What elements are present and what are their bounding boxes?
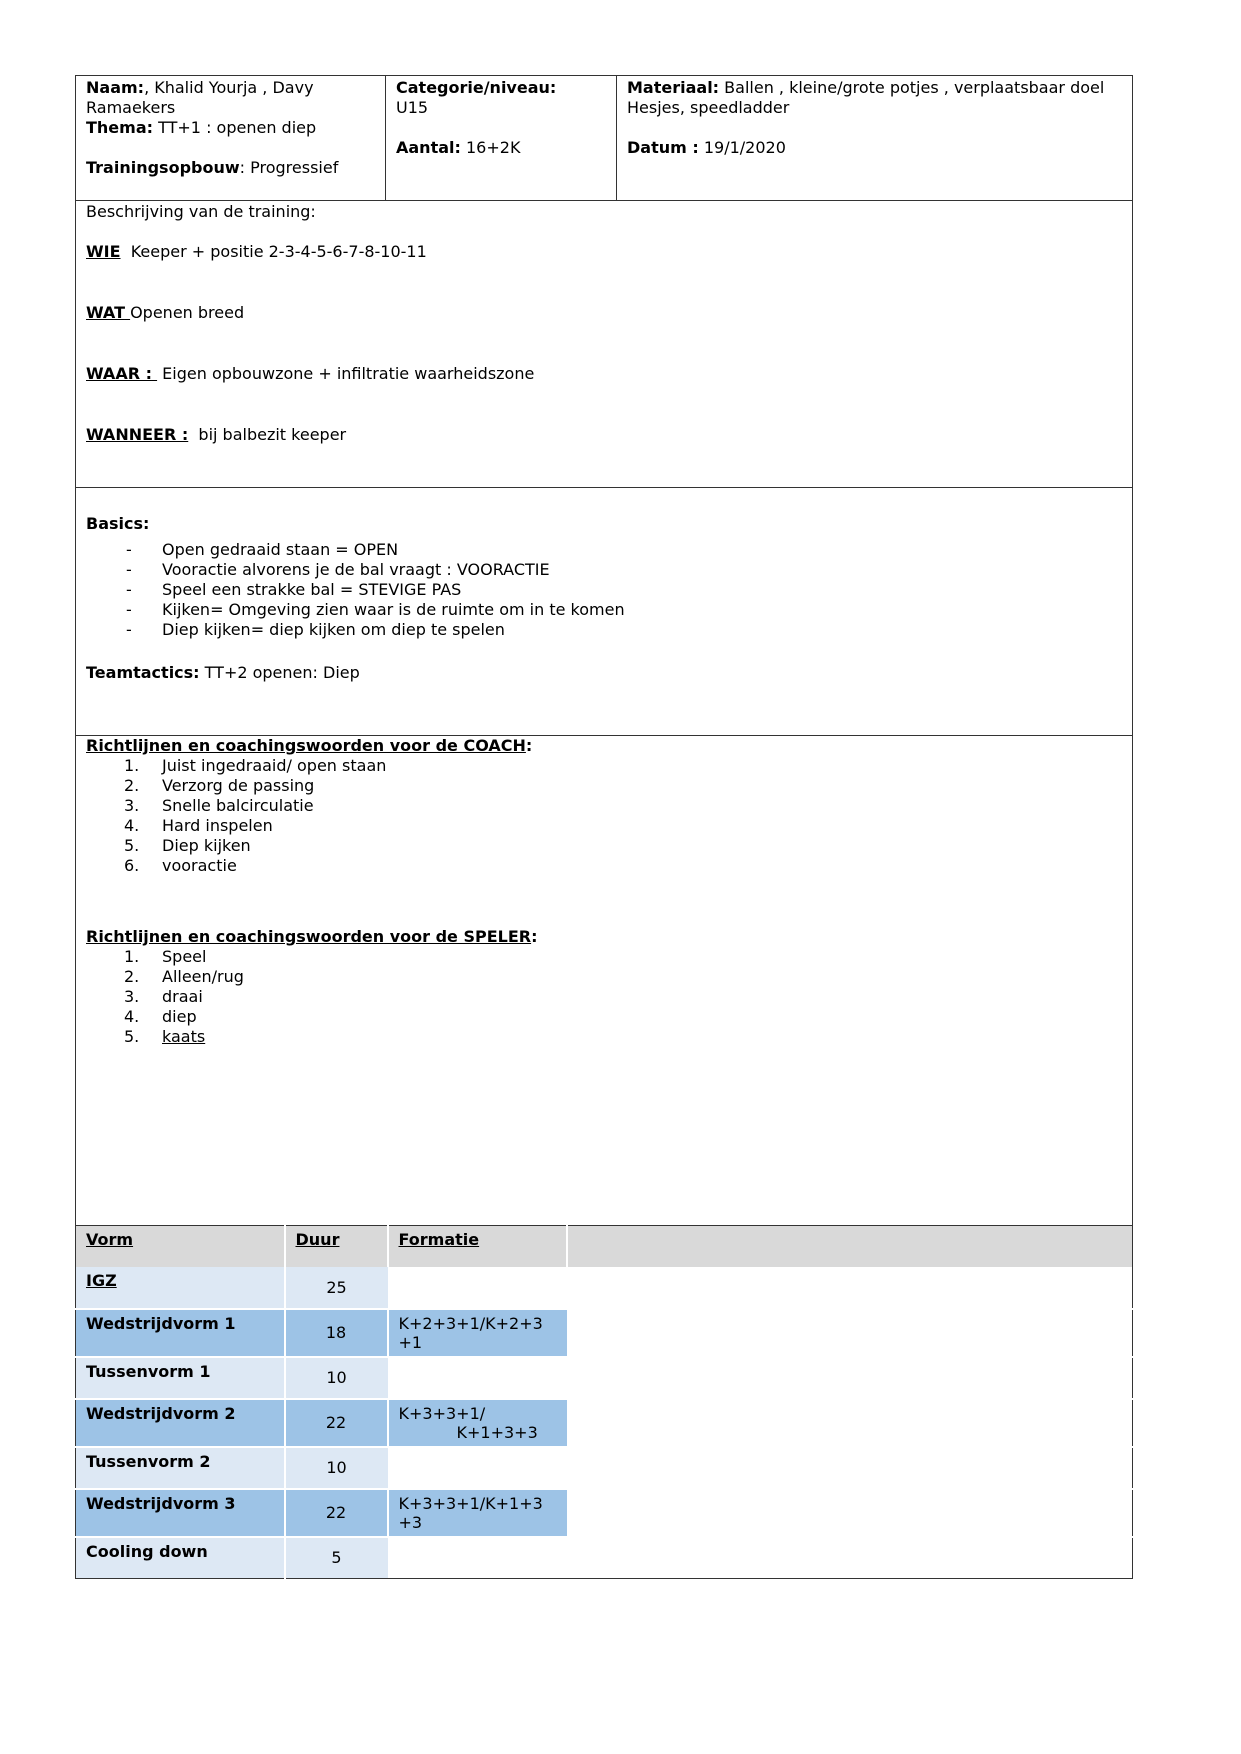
categorie-label: Categorie/niveau: [396,78,557,97]
opbouw-value: : Progressief [239,158,339,177]
coach-list [86,756,1122,876]
vorm-cell: Cooling down [76,1537,285,1579]
formatie-cell: K+3+3+1/ K+1+3+3 [388,1399,567,1447]
aantal-label: Aantal: [396,138,461,157]
waar-line [86,364,1122,384]
list-item: 3. draai [124,987,203,1006]
datum-label: Datum : [627,138,699,157]
materiaal-line [627,78,1122,98]
list-item: 2. Verzorg de passing [124,776,315,795]
aantal-value: 16+2K [466,138,521,157]
categorie-value: U15 [396,98,429,117]
formatie-cell [388,1357,567,1399]
speler-list [86,947,1122,1047]
formatie-cell: K+3+3+1/K+1+3 +3 [388,1489,567,1537]
speler-title-line [86,927,1122,947]
waar-label: WAAR : [86,364,152,383]
vorm-cell: Tussenvorm 1 [76,1357,285,1399]
thema-label: Thema: [86,118,154,137]
duur-cell: 18 [285,1309,388,1357]
wie-line [86,242,1122,262]
basics-section [75,487,1133,736]
table-row [76,1399,1133,1447]
description-section [75,200,1133,488]
schedule-table [75,1225,1133,1579]
duur-cell: 25 [285,1267,388,1309]
header-table [75,75,1133,201]
table-row [76,1489,1133,1537]
vorm-cell: Wedstrijdvorm 2 [76,1399,285,1447]
opbouw-label: Trainingsopbouw [86,158,240,177]
naam-label: Naam: [86,78,145,97]
table-row [76,1267,1133,1309]
header-vorm: Vorm [76,1226,285,1267]
table-row [76,1537,1133,1579]
datum-line [627,138,1122,158]
thema-value: TT+1 : openen diep [158,118,317,137]
waar-value: Eigen opbouwzone + infiltratie waarheidszone [162,364,535,383]
materiaal-label: Materiaal: [627,78,720,97]
coach-colon: : [525,736,533,755]
list-item: 2. Alleen/rug [124,967,244,986]
list-item: - Open gedraaid staan = OPEN [126,540,1122,560]
thema-line [86,118,375,138]
wanneer-value: bij balbezit keeper [198,425,347,444]
guidelines-section [75,735,1133,1226]
wat-line [86,303,1122,323]
list-item: - Kijken= Omgeving zien waar is de ruimte om in te komen [126,600,1122,620]
teamtactics-line [86,663,1122,683]
table-row [76,1309,1133,1357]
coach-title: Richtlijnen en coachingswoorden voor de COACH [86,736,526,755]
speler-colon: : [531,927,538,946]
formatie-cell: K+2+3+1/K+2+3 +1 [388,1309,567,1357]
header-formatie: Formatie [388,1226,567,1267]
duur-cell: 22 [285,1489,388,1537]
table-header-row [76,1226,1133,1267]
duur-cell: 22 [285,1399,388,1447]
wat-value: Openen breed [130,303,245,322]
vorm-cell: Wedstrijdvorm 3 [76,1489,285,1537]
formatie-cell [388,1267,567,1309]
list-item: 4. diep [124,1007,197,1026]
teamtactics-value: TT+2 openen: Diep [204,663,360,682]
list-item: 5. Diep kijken [124,836,251,855]
duur-cell: 5 [285,1537,388,1579]
list-item: 1. Speel [124,947,207,966]
formatie-cell [388,1447,567,1489]
teamtactics-label: Teamtactics: [86,663,200,682]
list-item: - Vooractie alvorens je de bal vraagt : VOORACTIE [126,560,1122,580]
basics-title: Basics: [86,514,150,533]
wie-label: WIE [86,242,121,261]
datum-value: 19/1/2020 [703,138,786,157]
header-col-naam [76,76,386,200]
materiaal-value2: Hesjes, speedladder [627,98,790,117]
coach-title-line [86,736,1122,756]
vorm-cell: IGZ [86,1270,117,1290]
wie-value: Keeper + positie 2-3-4-5-6-7-8-10-11 [130,242,427,261]
header-duur: Duur [285,1226,388,1267]
list-item: - Speel een strakke bal = STEVIGE PAS [126,580,1122,600]
list-item: 5. kaats [124,1027,206,1046]
formatie-cell [388,1537,567,1579]
list-item: 3. Snelle balcirculatie [124,796,314,815]
wanneer-label: WANNEER : [86,425,189,444]
list-item: - Diep kijken= diep kijken om diep te spelen [126,620,1122,640]
wat-label: WAT [86,303,125,322]
description-title: Beschrijving van de training: [86,202,316,221]
naam-line [86,78,375,118]
opbouw-line [86,158,375,178]
basics-list [86,540,1122,640]
list-item: 4. Hard inspelen [124,816,273,835]
duur-cell: 10 [285,1357,388,1399]
header-col-categorie [386,76,617,200]
table-row [76,1357,1133,1399]
header-col-materiaal [617,76,1132,200]
materiaal-value: Ballen , kleine/grote potjes , verplaatsbaar doel [724,78,1105,97]
list-item: 6. vooractie [124,856,237,875]
vorm-cell: Wedstrijdvorm 1 [76,1309,285,1357]
speler-title: Richtlijnen en coachingswoorden voor de SPELER [86,927,532,946]
duur-cell: 10 [285,1447,388,1489]
vorm-cell: Tussenvorm 2 [76,1447,285,1489]
aantal-line [396,138,606,158]
table-row [76,1447,1133,1489]
naam-value: , Khalid Yourja , Davy Ramaekers [86,78,314,117]
wanneer-line [86,425,1122,445]
list-item: 1. Juist ingedraaid/ open staan [124,756,387,775]
